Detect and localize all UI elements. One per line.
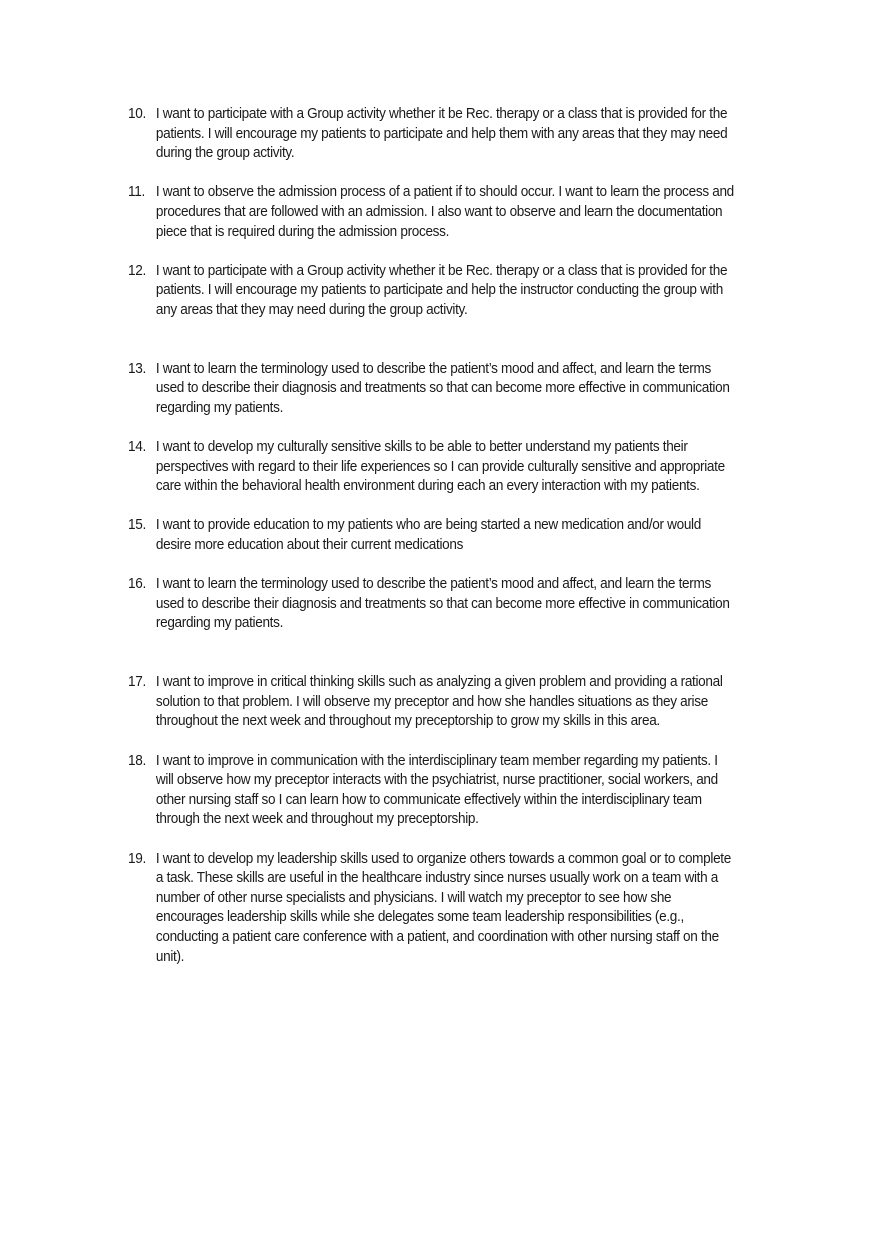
item-number: 16. xyxy=(128,576,146,593)
list-item xyxy=(128,438,734,497)
list-item xyxy=(128,575,734,634)
list-item xyxy=(128,360,734,419)
item-text: I want to improve in communication with the interdisciplinary team member regarding my patients. I will observe how my preceptor interacts with the psychiatrist, nurse practitioner, social workers, and other nursing staff so I can learn how to communicate effectively within the interdisciplinary team through the next week and throughout my preceptorship. xyxy=(155,752,718,828)
item-number: 18. xyxy=(128,752,146,769)
item-text: I want to participate with a Group activity whether it be Rec. therapy or a class that is provided for the patients. I will encourage my patients to participate and help the instructor conducting the group with any areas that they may need during the group activity. xyxy=(155,262,728,318)
goal-list xyxy=(128,105,734,987)
item-number: 19. xyxy=(128,850,146,867)
item-text: I want to observe the admission process of a patient if to should occur. I want to learn the process and procedures that are followed with an admission. I also want to observe and learn the documentation piece that is required during the admission process. xyxy=(155,184,734,240)
list-item xyxy=(128,752,734,830)
list-item xyxy=(128,850,734,968)
item-text: I want to learn the terminology used to describe the patient’s mood and affect, and learn the terms used to describe their diagnosis and treatments so that can become more effective in communication regarding my patients. xyxy=(155,576,730,632)
item-text: I want to learn the terminology used to describe the patient’s mood and affect, and learn the terms used to describe their diagnosis and treatments so that can become more effective in communication regarding my patients. xyxy=(155,360,730,416)
list-item xyxy=(128,673,734,732)
item-number: 12. xyxy=(128,262,146,279)
item-number: 13. xyxy=(128,360,146,377)
list-item xyxy=(128,105,734,164)
list-item xyxy=(128,516,734,555)
list-item xyxy=(128,262,734,321)
item-number: 10. xyxy=(128,106,146,122)
item-number: 17. xyxy=(128,674,146,691)
item-number: 11. xyxy=(128,184,145,201)
item-number: 14. xyxy=(128,439,146,456)
item-text: I want to develop my culturally sensitive skills to be able to better understand my patients their perspectives with regard to their life experiences so I can provide culturally sensitive and appropriate care within the behavioral health environment during each an every interaction with my patients. xyxy=(155,439,725,495)
item-number: 15. xyxy=(128,517,146,534)
item-text: I want to improve in critical thinking skills such as analyzing a given problem and providing a rational solution to that problem. I will observe my preceptor and how she handles situations as they arise throughout the next week and throughout my preceptorship to grow my skills in this area. xyxy=(155,674,723,730)
item-text: I want to participate with a Group activity whether it be Rec. therapy or a class that is provided for the patients. I will encourage my patients to participate and help them with any areas that they may need during the group activity. xyxy=(155,106,728,162)
list-item xyxy=(128,183,734,242)
item-text: I want to develop my leadership skills used to organize others towards a common goal or to complete a task. These skills are useful in the healthcare industry since nurses usually work on a team with a number of other nurse specialists and physicians. I will watch my preceptor to see how she encourages leadership skills while she delegates some team leadership responsibilities (e.g., conducting a patient care conference with a patient, and coordination with other nursing staff on the unit). xyxy=(155,850,731,965)
item-text: I want to provide education to my patients who are being started a new medication and/or would desire more education about their current medications xyxy=(155,517,701,554)
